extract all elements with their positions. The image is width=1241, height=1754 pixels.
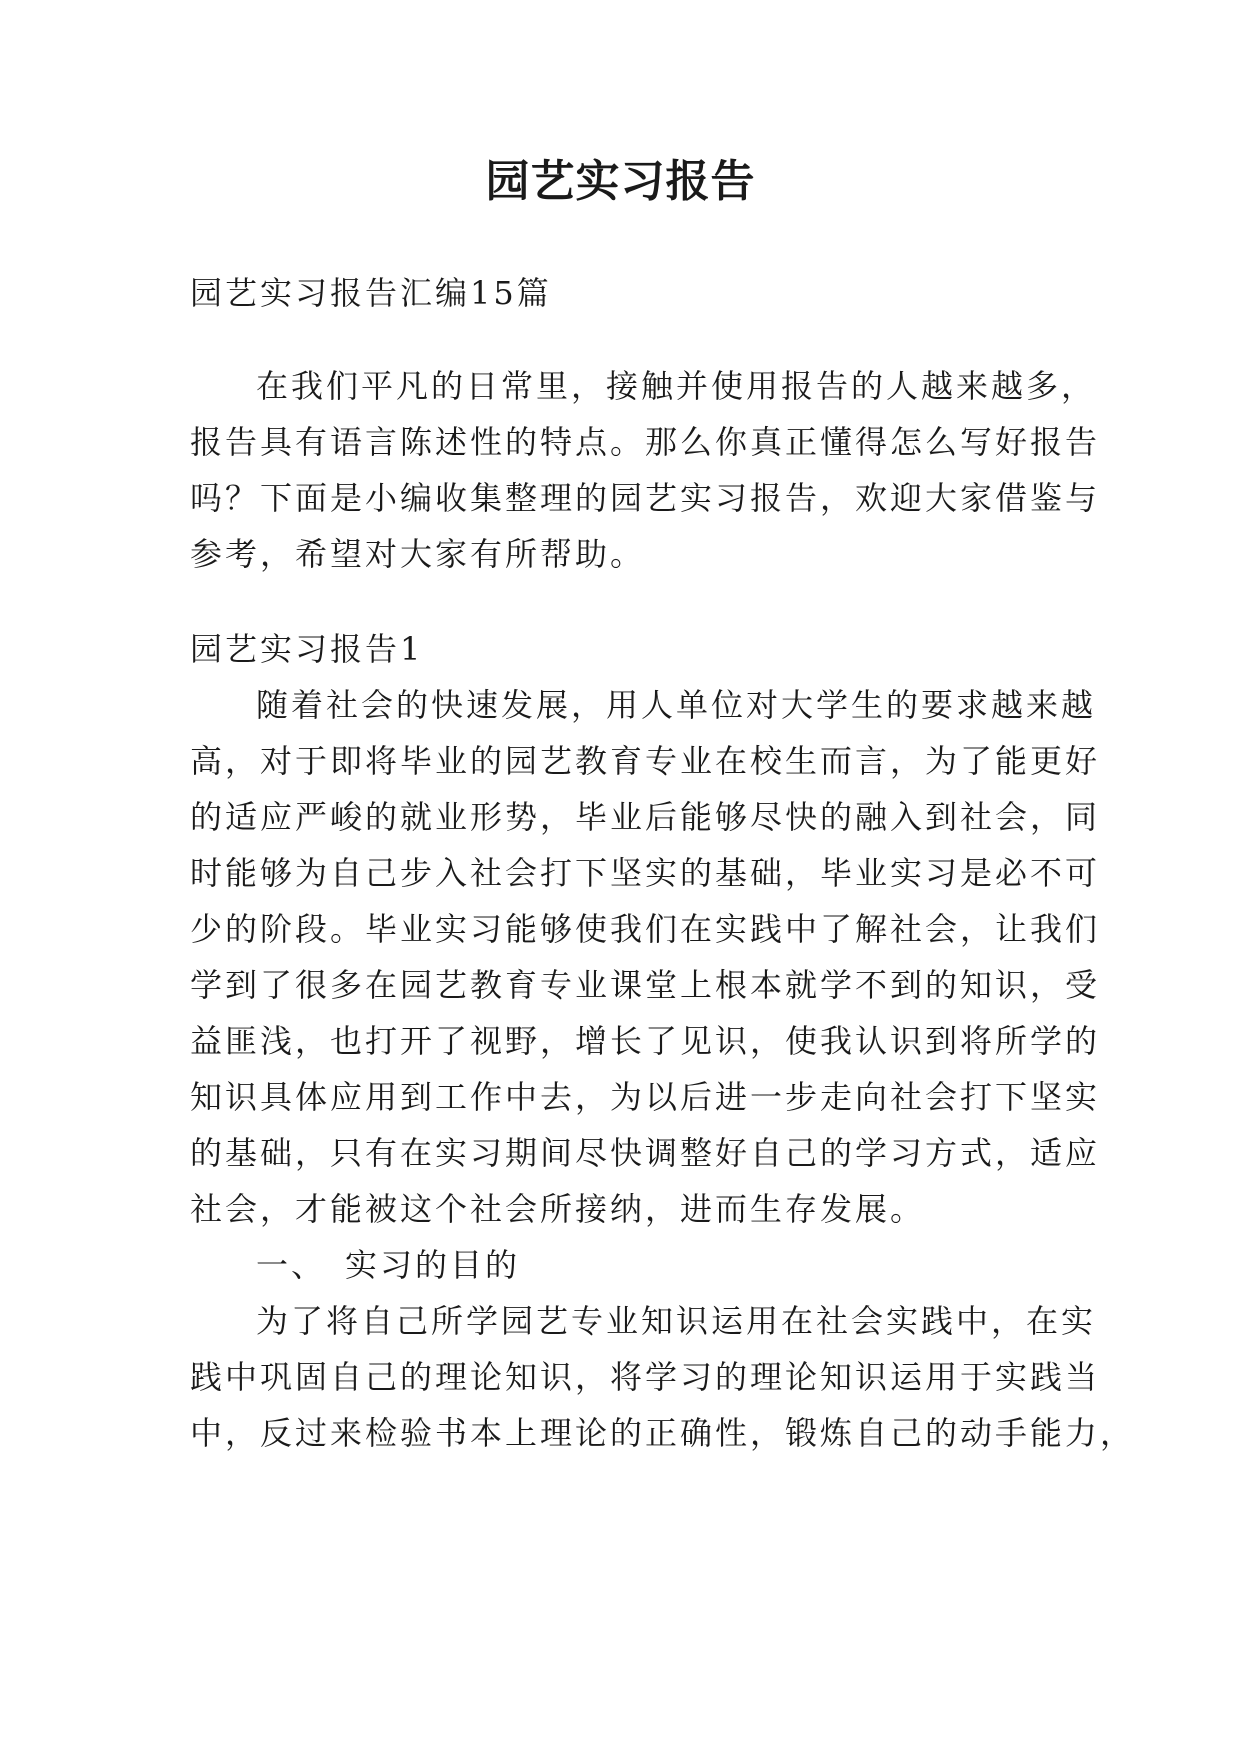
intro-line-1: 在我们平凡的日常里，接触并使用报告的人越来越多， <box>256 367 1097 405</box>
body-line-1: 随着社会的快速发展，用人单位对大学生的要求越来越 <box>256 686 1097 724</box>
purpose-line-2: 践中巩固自己的理论知识，将学习的理论知识运用于实践当 <box>190 1358 1101 1396</box>
intro-line-4: 参考，希望对大家有所帮助。 <box>190 535 646 573</box>
intro-line-3: 吗？下面是小编收集整理的园艺实习报告，欢迎大家借鉴与 <box>190 479 1101 517</box>
body-line-4: 时能够为自己步入社会打下坚实的基础，毕业实习是必不可 <box>190 854 1101 892</box>
collection-heading: 园艺实习报告汇编15篇 <box>190 274 552 312</box>
purpose-line-1: 为了将自己所学园艺专业知识运用在社会实践中，在实 <box>256 1302 1097 1340</box>
body-line-8: 知识具体应用到工作中去，为以后进一步走向社会打下坚实 <box>190 1078 1101 1116</box>
body-line-5: 少的阶段。毕业实习能够使我们在实践中了解社会，让我们 <box>190 910 1101 948</box>
report-heading: 园艺实习报告1 <box>190 630 424 668</box>
section-one-heading: 一、 实习的目的 <box>256 1246 521 1284</box>
purpose-line-3: 中，反过来检验书本上理论的正确性，锻炼自己的动手能力， <box>190 1414 1136 1452</box>
body-line-2: 高，对于即将毕业的园艺教育专业在校生而言，为了能更好 <box>190 742 1101 780</box>
intro-line-2: 报告具有语言陈述性的特点。那么你真正懂得怎么写好报告 <box>190 423 1101 461</box>
body-line-7: 益匪浅，也打开了视野，增长了见识，使我认识到将所学的 <box>190 1022 1101 1060</box>
body-line-9: 的基础，只有在实习期间尽快调整好自己的学习方式，适应 <box>190 1134 1101 1172</box>
body-line-3: 的适应严峻的就业形势，毕业后能够尽快的融入到社会，同 <box>190 798 1101 836</box>
document-title: 园艺实习报告 <box>485 156 756 207</box>
body-line-10: 社会，才能被这个社会所接纳，进而生存发展。 <box>190 1190 926 1228</box>
body-line-6: 学到了很多在园艺教育专业课堂上根本就学不到的知识，受 <box>190 966 1101 1004</box>
